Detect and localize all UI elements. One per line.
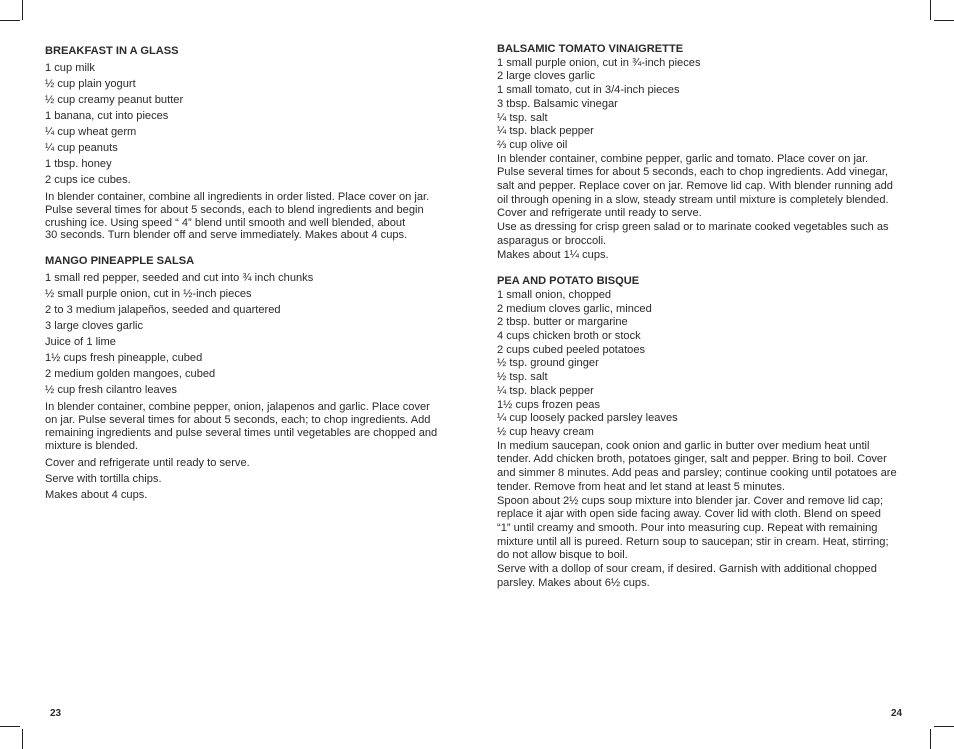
text-line: crushing ice. Using speed “ 4” blend until smooth and well blended, about (45, 216, 406, 229)
page-number-left: 23 (50, 708, 62, 719)
crop-mark (930, 729, 931, 749)
text-line: In blender container, combine pepper, onion, jalapenos and garlic. Place cover (45, 401, 430, 414)
recipe-title: BALSAMIC TOMATO VINAIGRETTE (497, 43, 684, 55)
text-line: Cover and refrigerate until ready to serve. (45, 457, 250, 470)
text-line: salt and pepper. Replace cover on jar. Remove lid cap. With blender running add (497, 180, 893, 193)
recipe-mango-pineapple-salsa (45, 254, 460, 503)
ingredient-line: ½ cup plain yogurt (45, 78, 136, 90)
closing-notes (45, 455, 460, 503)
crop-mark (934, 726, 954, 727)
text-line: Serve with a dollop of sour cream, if desired. Garnish with additional chopped (497, 563, 877, 576)
text-line: oil through opening in a slow, steady stream until mixture is completely blended. (497, 193, 889, 206)
text-line: on jar. Pulse several times for about 5 seconds, each; to chop ingredients. Add (45, 413, 431, 426)
ingredient-line: ½ small purple onion, cut in ½-inch pieces (45, 288, 252, 301)
ingredient-line: 1 tbsp. honey (45, 158, 112, 170)
text-line: ½ tsp. salt (497, 371, 548, 384)
text-line: tender. Remove from heat and let stand at least 5 minutes. (497, 480, 785, 493)
recipe-breakfast-in-a-glass (45, 44, 460, 242)
ingredient-line: ¼ cup wheat germ (45, 126, 137, 138)
text-line: ¼ tsp. black pepper (497, 125, 594, 138)
text-line: In medium saucepan, cook onion and garlic in butter over medium heat until (497, 439, 870, 452)
text-line: Makes about 1¼ cups. (497, 248, 609, 261)
text-line: ½ tsp. ground ginger (497, 357, 599, 370)
ingredient-line: 1½ cups fresh pineapple, cubed (45, 352, 203, 365)
text-line: 2 cups cubed peeled potatoes (497, 343, 646, 356)
text-line: ¼ tsp. black pepper (497, 384, 594, 397)
text-line: ⅔ cup olive oil (497, 138, 568, 151)
ingredient-line: 2 medium golden mangoes, cubed (45, 368, 216, 381)
text-line: replace it ajar with open side facing away. Cover lid with cloth. Blend on speed (497, 508, 881, 521)
text-line: Makes about 4 cups. (45, 489, 148, 502)
text-line: asparagus or broccoli. (497, 234, 607, 247)
text-line: “1” until creamy and smooth. Pour into measuring cup. Repeat with remaining (497, 521, 878, 534)
crop-mark (0, 726, 20, 727)
text-line: mixture is blended. (45, 439, 139, 452)
text-line: ¼ cup loosely packed parsley leaves (497, 412, 678, 425)
text-line: tender. Add chicken broth, potatoes ginger, salt and pepper. Bring to boil. Cover (497, 453, 887, 466)
text-line: Serve with tortilla chips. (45, 473, 162, 486)
ingredient-line: 2 to 3 medium jalapeños, seeded and quartered (45, 304, 281, 317)
ingredient-line: 1 cup milk (45, 62, 95, 74)
recipe-title: BREAKFAST IN A GLASS (45, 45, 179, 57)
text-line: 2 medium cloves garlic, minced (497, 302, 652, 315)
crop-mark (934, 20, 954, 21)
recipe-title: MANGO PINEAPPLE SALSA (45, 255, 195, 268)
text-line: 2 tbsp. butter or margarine (497, 316, 628, 329)
text-line: 1½ cups frozen peas (497, 398, 600, 411)
crop-mark (0, 20, 20, 21)
ingredient-line: 3 large cloves garlic (45, 320, 144, 333)
text-line: Pulse several times for about 5 seconds, each to blend ingredients and begin (45, 203, 424, 216)
text-line: remaining ingredients and pulse several times until vegetables are chopped and (45, 426, 438, 439)
text-line: 1 small purple onion, cut in ¾-inch pieces (497, 56, 701, 69)
text-line: do not allow bisque to boil. (497, 549, 628, 562)
text-line: Use as dressing for crisp green salad or to marinate cooked vegetables such as (497, 221, 889, 234)
left-page-column (45, 44, 460, 503)
text-line: mixture until all is pureed. Return soup to saucepan; stir in cream. Heat, stirring; (497, 535, 889, 548)
text-line: parsley. Makes about 6½ cups. (497, 576, 650, 589)
text-line: Pulse several times for about 5 seconds, each to chop ingredients. Add vinegar, (497, 166, 888, 179)
crop-mark (22, 0, 23, 20)
text-line: 2 large cloves garlic (497, 70, 596, 83)
ingredient-line: 1 small red pepper, seeded and cut into ¾ inch chunks (45, 272, 314, 285)
ingredient-line: Juice of 1 lime (45, 336, 116, 349)
text-line: ½ cup heavy cream (497, 425, 594, 438)
text-line: 3 tbsp. Balsamic vinegar (497, 97, 618, 110)
text-line: 30 seconds. Turn blender off and serve immediately. Makes about 4 cups. (45, 229, 408, 242)
crop-mark (22, 729, 23, 749)
text-line: and simmer 8 minutes. Add peas and parsley; continue cooking until potatoes are (497, 467, 897, 480)
crop-mark (930, 0, 931, 20)
text-line: ¼ tsp. salt (497, 111, 548, 124)
ingredient-line: 1 banana, cut into pieces (45, 110, 169, 122)
text-line: Cover and refrigerate until ready to serve. (497, 207, 702, 220)
ingredient-line: 2 cups ice cubes. (45, 174, 131, 186)
page-number-right: 24 (891, 708, 903, 719)
instructions-paragraph (45, 191, 460, 242)
text-line: 1 small onion, chopped (497, 288, 612, 301)
text-line: In blender container, combine pepper, garlic and tomato. Place cover on jar. (497, 152, 869, 165)
recipe-balsamic-tomato-vinaigrette (497, 43, 912, 262)
ingredient-line: ½ cup fresh cilantro leaves (45, 384, 177, 397)
recipe-title: PEA AND POTATO BISQUE (497, 275, 640, 288)
right-page-column (497, 43, 912, 590)
ingredient-line: ¼ cup peanuts (45, 142, 118, 154)
text-line: In blender container, combine all ingredients in order listed. Place cover on jar. (45, 191, 430, 203)
text-line: 4 cups chicken broth or stock (497, 330, 641, 343)
instructions-paragraph (45, 401, 460, 452)
ingredient-line: ½ cup creamy peanut butter (45, 94, 184, 106)
text-line: Spoon about 2½ cups soup mixture into blender jar. Cover and remove lid cap; (497, 494, 884, 507)
text-line: 1 small tomato, cut in 3/4-inch pieces (497, 84, 680, 97)
recipe-pea-and-potato-bisque (497, 275, 912, 590)
